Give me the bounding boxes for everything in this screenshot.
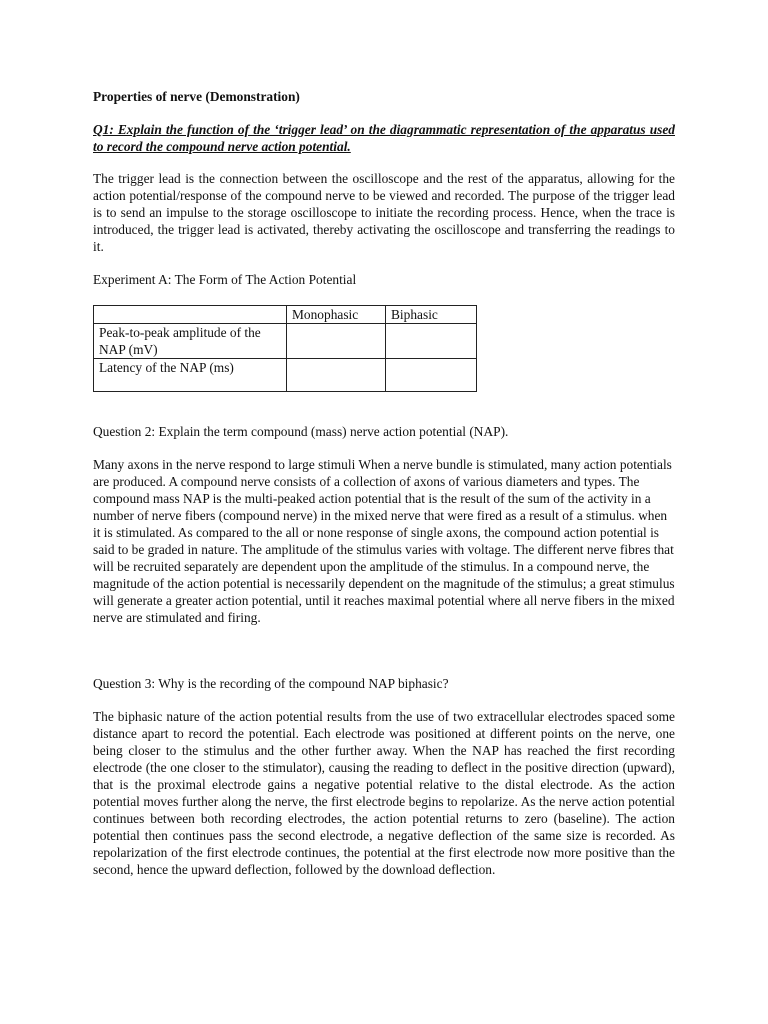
table-cell: [287, 324, 386, 359]
table-cell: [287, 359, 386, 392]
question-2-heading: Question 2: Explain the term compound (mass) nerve action potential (NAP).: [93, 424, 509, 439]
table-header-row: [94, 306, 477, 324]
answer-2-paragraph: Many axons in the nerve respond to large stimuli When a nerve bundle is stimulated, many action potentials are produced. A compound nerve consists of a collection of axons of various diameters and types. The compound mass NAP is the multi-peaked action potential that is the result of the sum of the activity in a number of nerve fibers (compound nerve) in the mixed nerve that were fired as a result of a stimulus. when it is stimulated. As compared to the all or none response of single axons, the compound action potential is said to be graded in nature. The amplitude of the stimulus varies with voltage. The different nerve fibres that will be recruited separately are dependent upon the amplitude of the stimulus. In a compound nerve, the magnitude of the action potential is necessarily dependent on the magnitude of the stimulus; a great stimulus will generate a greater action potential, until it reaches maximal potential where all nerve fibers in the mixed nerve are stimulated and firing.: [93, 457, 675, 625]
table-row-label: Peak-to-peak amplitude of the NAP (mV): [94, 324, 287, 359]
table-row-label: Latency of the NAP (ms): [94, 359, 287, 392]
answer-3-paragraph: The biphasic nature of the action potential results from the use of two extracellular electrodes spaced some distance apart to record the potential. Each electrode was positioned at different points on the nerve, one being closer to the stimulus and the other further away. When the NAP has reached the first recording electrode (the one closer to the stimulator), causing the reading to deflect in the positive direction (upward), that is the proximal electrode gains a negative potential relative to the distal electrode. As the action potential moves further along the nerve, the first electrode begins to repolarize. As the nerve action potential continues between both recording electrodes, the action potential returns to zero (baseline). The action potential then continues pass the second electrode, a negative deflection of the same size is recorded. As repolarization of the first electrode continues, the potential at the first electrode now more positive than the second, hence the upward deflection, followed by the download deflection.: [93, 709, 675, 877]
question-1-heading: Q1: Explain the function of the ‘trigger lead’ on the diagrammatic representation of the apparatus used to record the compound nerve action potential.: [93, 122, 675, 154]
table-header-cell: [94, 306, 287, 324]
experiment-a-heading: Experiment A: The Form of The Action Potential: [93, 272, 357, 287]
table-cell: [386, 324, 477, 359]
table-cell: [386, 359, 477, 392]
table-header-monophasic: Monophasic: [287, 306, 386, 324]
results-table: [93, 305, 477, 392]
table-row: [94, 359, 477, 392]
table-header-biphasic: Biphasic: [386, 306, 477, 324]
answer-1-paragraph: The trigger lead is the connection between the oscilloscope and the rest of the apparatus, allowing for the action potential/response of the compound nerve to be viewed and recorded. The purpose of the trigger lead is to send an impulse to the storage oscilloscope to initiate the recording process. Hence, when the trace is introduced, the trigger lead is activated, thereby activating the oscilloscope and transferring the readings to it.: [93, 171, 675, 254]
question-3-heading: Question 3: Why is the recording of the compound NAP biphasic?: [93, 676, 449, 691]
table-row: [94, 324, 477, 359]
document-title: Properties of nerve (Demonstration): [93, 89, 300, 104]
